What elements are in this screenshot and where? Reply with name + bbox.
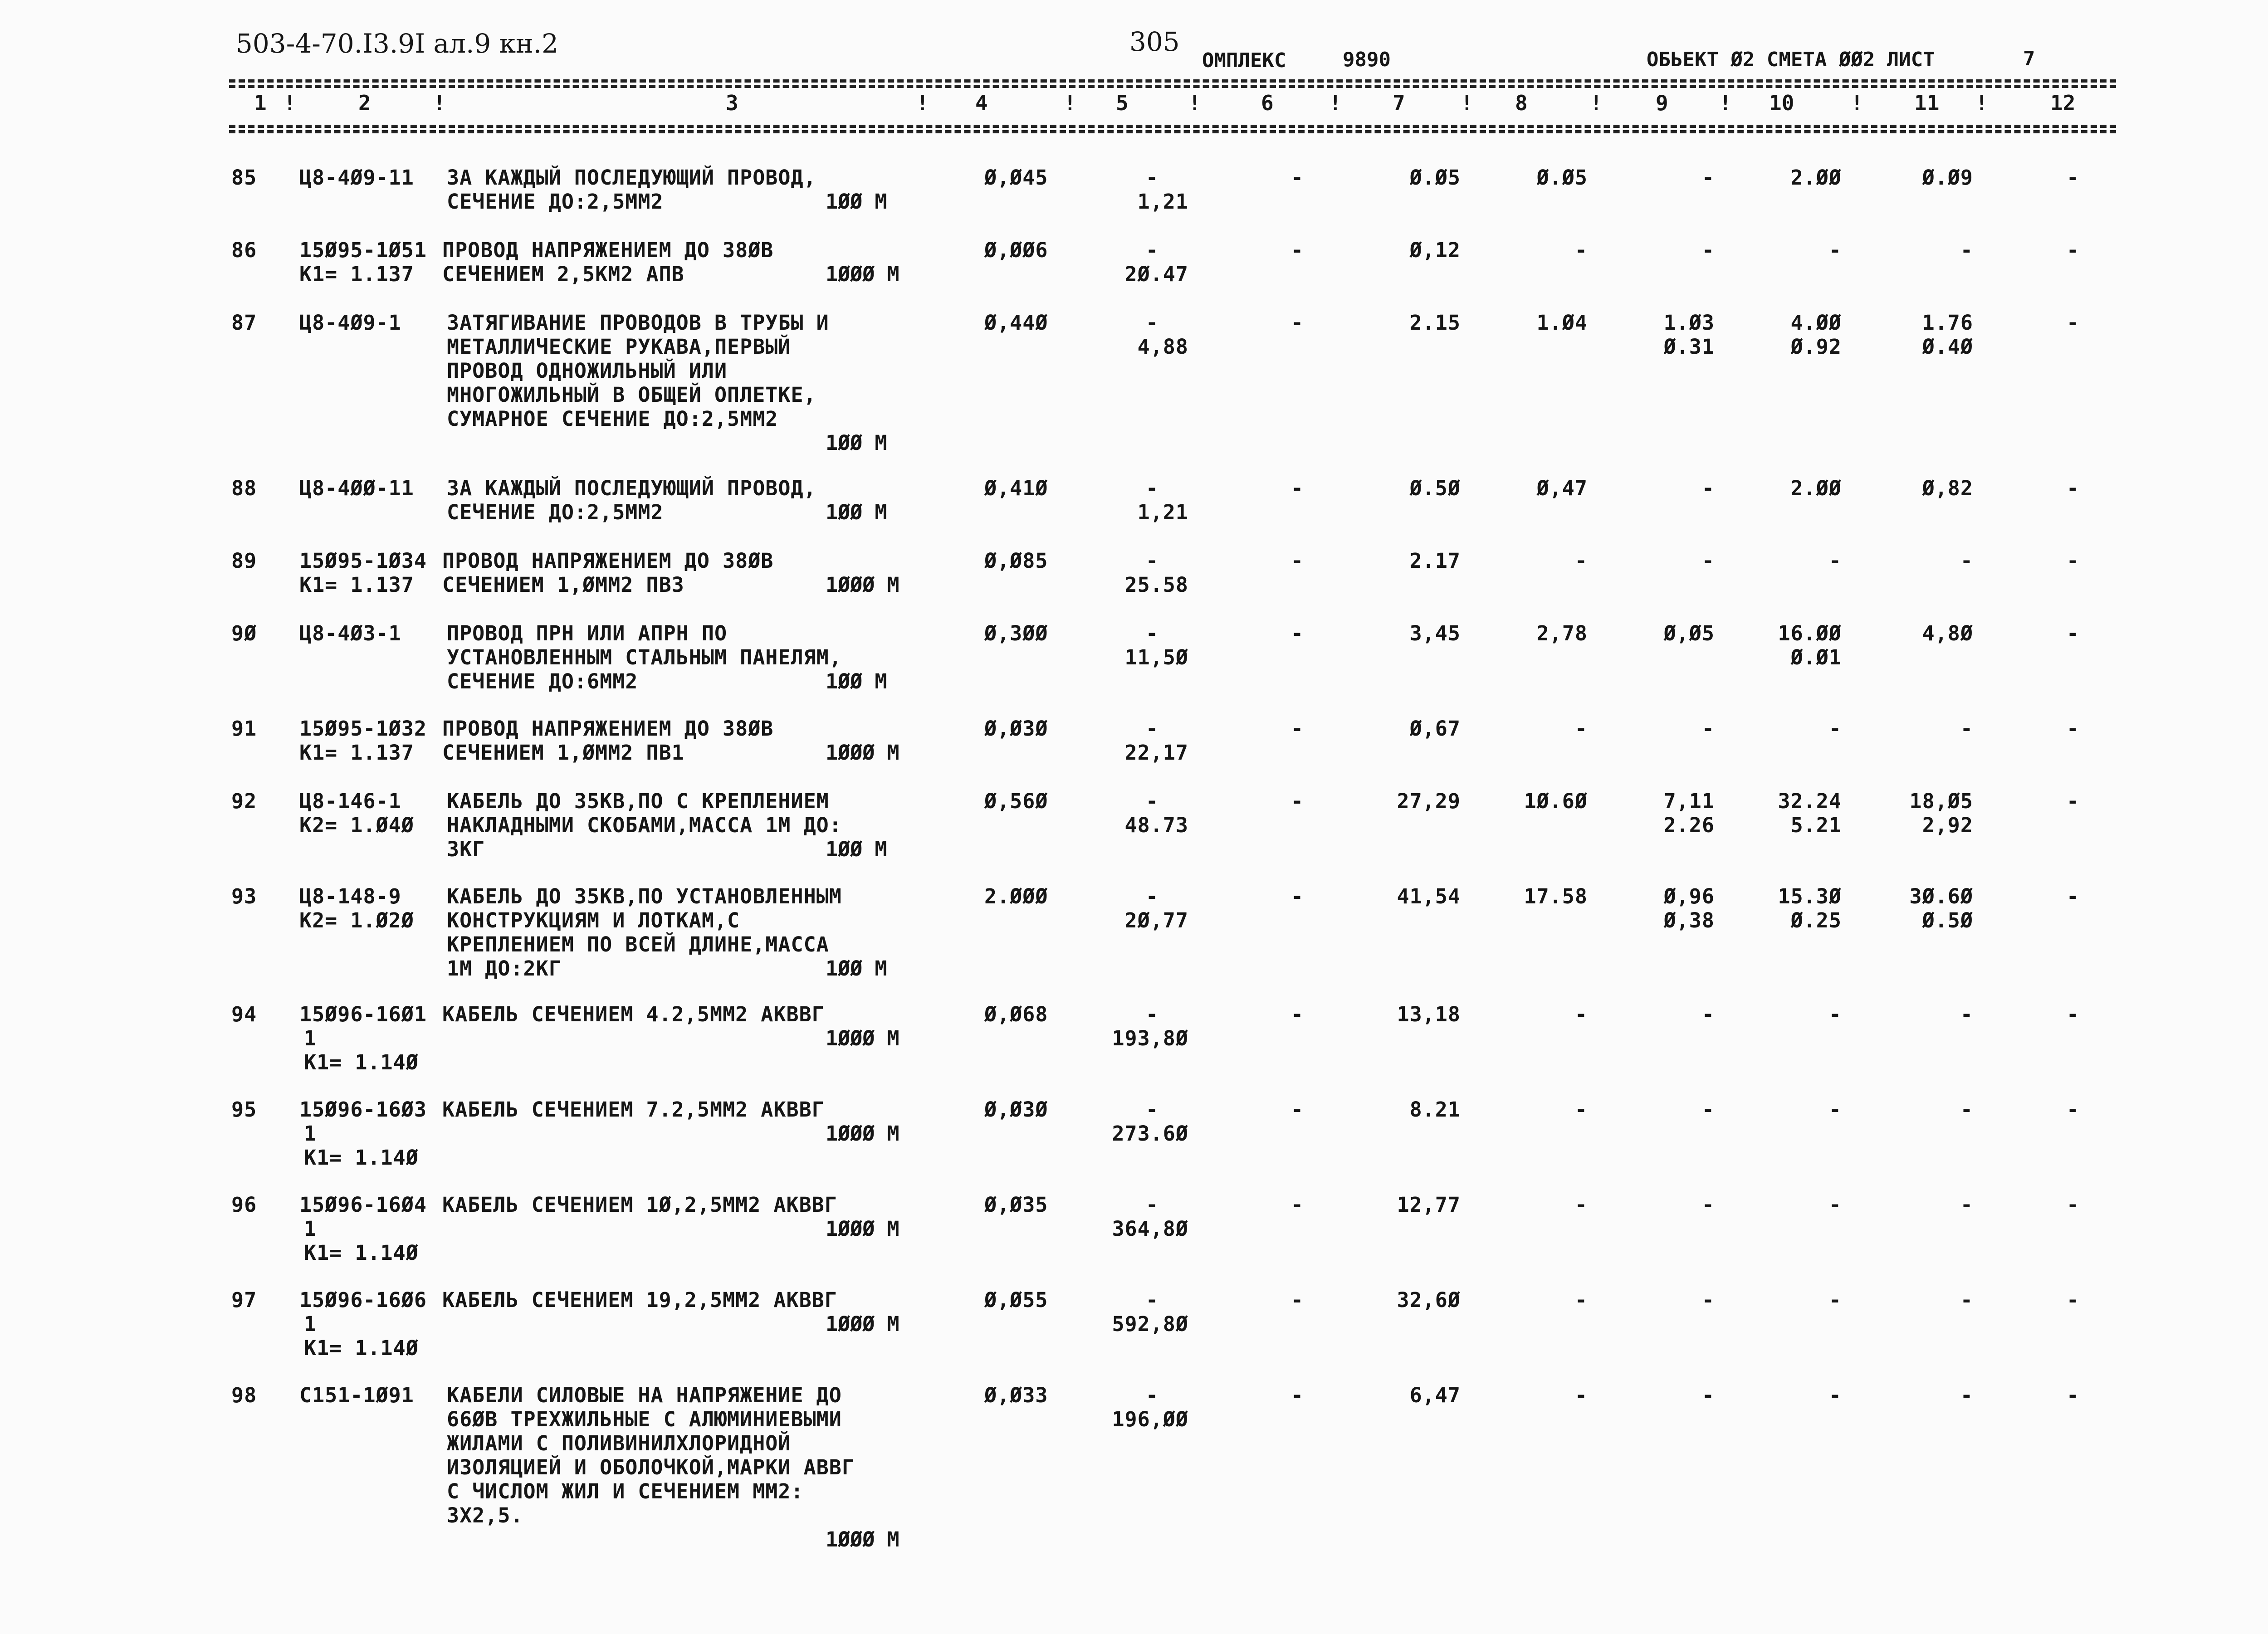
- col9-value: -: [1701, 549, 1715, 573]
- description-line: МНОГОЖИЛЬНЫЙ В ОБЩЕЙ ОПЛЕТКЕ,: [447, 383, 816, 407]
- coefficient-index: 1: [304, 1217, 317, 1241]
- col11-value: -: [1960, 1383, 1973, 1407]
- unit-price: 25.58: [1124, 573, 1188, 597]
- unit-of-measure: 1ØØ М: [826, 956, 887, 980]
- col8-value: -: [1574, 549, 1588, 573]
- col7-value: 2.15: [1409, 311, 1461, 335]
- coefficient: К1= 1.137: [299, 262, 414, 286]
- col7-value: 2.17: [1409, 549, 1461, 573]
- col7-value: 3,45: [1409, 621, 1461, 645]
- col10-value: -: [1828, 1288, 1842, 1312]
- price-code: 15Ø95-1Ø51: [299, 238, 427, 262]
- column-number: 11: [1914, 91, 1940, 115]
- sheet-number: 7: [2023, 47, 2035, 70]
- coefficient: К1= 1.14Ø: [304, 1050, 419, 1074]
- col6-value: -: [1290, 1002, 1304, 1026]
- column-number: 9: [1656, 91, 1668, 115]
- price-code: С151-1Ø91: [299, 1383, 414, 1407]
- header-rule-top: [229, 79, 2116, 83]
- col11-value: -: [1960, 717, 1973, 741]
- coefficient: К1= 1.137: [299, 573, 414, 597]
- column-divider: !: [1851, 91, 1863, 115]
- description-line: ЖИЛАМИ С ПОЛИВИНИЛХЛОРИДНОЙ: [447, 1431, 791, 1455]
- column-divider: !: [1329, 91, 1342, 115]
- col10-value: -: [1828, 238, 1842, 262]
- description-line: СЕЧЕНИЕМ 1,ØММ2 ПВЗ: [442, 573, 684, 597]
- row-number: 9Ø: [231, 621, 257, 645]
- col12-value: -: [2066, 238, 2080, 262]
- column-divider: !: [1975, 91, 1988, 115]
- col7-value: 13,18: [1397, 1002, 1461, 1026]
- col12-value: -: [2066, 621, 2080, 645]
- quantity: Ø,Ø35: [984, 1193, 1048, 1217]
- description-line: ИЗОЛЯЦИЕЙ И ОБОЛОЧКОЙ,МАРКИ АВВГ: [447, 1455, 855, 1479]
- column-number: 2: [358, 91, 371, 115]
- col11-value: 4,8Ø: [1922, 621, 1973, 645]
- description-line: СЕЧЕНИЕ ДО:6ММ2: [447, 669, 638, 693]
- col12-value: -: [2066, 1097, 2080, 1122]
- col8-value: 17.58: [1524, 884, 1588, 908]
- price-code: Ц8-146-1: [299, 789, 401, 813]
- col10-value: 32.24: [1778, 789, 1842, 813]
- coefficient: К1= 1.137: [299, 741, 414, 765]
- col11-value: -: [1960, 1193, 1973, 1217]
- col10-value: -: [1828, 717, 1842, 741]
- unit-price: 193,8Ø: [1112, 1026, 1188, 1050]
- column-divider: !: [433, 91, 446, 115]
- coefficient: К2= 1.Ø2Ø: [299, 908, 414, 932]
- description-line: КАБЕЛЬ СЕЧЕНИЕМ 1Ø,2,5ММ2 АКВВГ: [442, 1193, 837, 1217]
- quantity: Ø,Ø45: [984, 166, 1048, 190]
- unit-price: 592,8Ø: [1112, 1312, 1188, 1336]
- col11-value: -: [1960, 1002, 1973, 1026]
- row-number: 88: [231, 476, 257, 500]
- col6-value: -: [1290, 549, 1304, 573]
- unit-of-measure: 1ØØØ М: [826, 1527, 899, 1551]
- col6-value: -: [1290, 1383, 1304, 1407]
- quantity: Ø,41Ø: [984, 476, 1048, 500]
- description-line: ЗА КАЖДЫЙ ПОСЛЕДУЮЩИЙ ПРОВОД,: [447, 476, 816, 500]
- price-code: Ц8-4Ø3-1: [299, 621, 401, 645]
- price-code: 15Ø96-16Ø4: [299, 1193, 427, 1217]
- col5-mark: -: [1145, 1383, 1159, 1407]
- col9-value: -: [1701, 1097, 1715, 1122]
- col5-mark: -: [1145, 621, 1159, 645]
- col8-value: Ø,47: [1536, 476, 1588, 500]
- col11-value: 3Ø.6Ø: [1909, 884, 1973, 908]
- unit-of-measure: 1ØØ М: [826, 500, 887, 524]
- quantity: Ø,44Ø: [984, 311, 1048, 335]
- col6-value: -: [1290, 1097, 1304, 1122]
- col9-value: -: [1701, 1002, 1715, 1026]
- col5-mark: -: [1145, 549, 1159, 573]
- col9-value: Ø,38: [1663, 908, 1715, 932]
- row-number: 91: [231, 717, 257, 741]
- description-line: 66ØВ ТРЕХЖИЛЬНЫЕ С АЛЮМИНИЕВЫМИ: [447, 1407, 842, 1431]
- col10-value: 2.ØØ: [1790, 166, 1842, 190]
- column-number: 5: [1116, 91, 1129, 115]
- unit-of-measure: 1ØØ М: [826, 837, 887, 861]
- col5-mark: -: [1145, 789, 1159, 813]
- description-line: КАБЕЛЬ СЕЧЕНИЕМ 4.2,5ММ2 АКВВГ: [442, 1002, 825, 1026]
- coefficient-index: 1: [304, 1026, 317, 1050]
- col10-value: -: [1828, 1383, 1842, 1407]
- column-number: 8: [1515, 91, 1528, 115]
- column-number: 3: [726, 91, 738, 115]
- description-line: КОНСТРУКЦИЯМ И ЛОТКАМ,С: [447, 908, 740, 932]
- col8-value: -: [1574, 1383, 1588, 1407]
- col11-value: 1.76: [1922, 311, 1973, 335]
- col5-mark: -: [1145, 884, 1159, 908]
- column-divider: !: [916, 91, 929, 115]
- col12-value: -: [2066, 311, 2080, 335]
- document-code: 503-4-70.I3.9I ал.9 кн.2: [236, 28, 558, 59]
- quantity: 2.ØØØ: [984, 884, 1048, 908]
- column-divider: !: [1719, 91, 1732, 115]
- complex-label: ОМПЛЕКС: [1202, 49, 1286, 72]
- column-number: 4: [975, 91, 988, 115]
- description-line: КАБЕЛЬ ДО 35КВ,ПО УСТАНОВЛЕННЫМ: [447, 884, 842, 908]
- price-code: 15Ø96-16Ø6: [299, 1288, 427, 1312]
- col12-value: -: [2066, 549, 2080, 573]
- unit-of-measure: 1ØØØ М: [826, 1026, 899, 1050]
- row-number: 86: [231, 238, 257, 262]
- col10-value: 4.ØØ: [1790, 311, 1842, 335]
- col6-value: -: [1290, 311, 1304, 335]
- description-line: 3Х2,5.: [447, 1503, 523, 1527]
- col5-mark: -: [1145, 166, 1159, 190]
- price-code: Ц8-4ØØ-11: [299, 476, 414, 500]
- description-line: ПРОВОД ПРН ИЛИ АПРН ПО: [447, 621, 728, 645]
- coefficient-index: 1: [304, 1122, 317, 1146]
- unit-price: 11,5Ø: [1124, 645, 1188, 669]
- column-divider: !: [1064, 91, 1076, 115]
- column-divider: !: [1188, 91, 1201, 115]
- column-number: 10: [1769, 91, 1794, 115]
- col10-value: 5.21: [1790, 813, 1842, 837]
- description-line: ЗА КАЖДЫЙ ПОСЛЕДУЮЩИЙ ПРОВОД,: [447, 166, 816, 190]
- col8-value: Ø.Ø5: [1536, 166, 1588, 190]
- unit-price: 364,8Ø: [1112, 1217, 1188, 1241]
- unit-of-measure: 1ØØ М: [826, 431, 887, 455]
- col8-value: -: [1574, 717, 1588, 741]
- quantity: Ø,Ø3Ø: [984, 717, 1048, 741]
- row-number: 98: [231, 1383, 257, 1407]
- col5-mark: -: [1145, 1193, 1159, 1217]
- col12-value: -: [2066, 1383, 2080, 1407]
- col5-mark: -: [1145, 1097, 1159, 1122]
- col11-value: -: [1960, 549, 1973, 573]
- col7-value: Ø,12: [1409, 238, 1461, 262]
- description-line: КАБЕЛИ СИЛОВЫЕ НА НАПРЯЖЕНИЕ ДО: [447, 1383, 842, 1407]
- col6-value: -: [1290, 1288, 1304, 1312]
- col7-value: Ø.Ø5: [1409, 166, 1461, 190]
- unit-price: 273.6Ø: [1112, 1122, 1188, 1146]
- description-line: СУМАРНОЕ СЕЧЕНИЕ ДО:2,5ММ2: [447, 407, 778, 431]
- description-line: НАКЛАДНЫМИ СКОБАМИ,МАССА 1М ДО:: [447, 813, 842, 837]
- description-line: СЕЧЕНИЕ ДО:2,5ММ2: [447, 190, 664, 214]
- unit-price: 1,21: [1137, 190, 1188, 214]
- col9-value: -: [1701, 166, 1715, 190]
- description-line: СЕЧЕНИЕМ 2,5КМ2 АПВ: [442, 262, 684, 286]
- quantity: Ø,Ø33: [984, 1383, 1048, 1407]
- col5-mark: -: [1145, 311, 1159, 335]
- quantity: Ø,56Ø: [984, 789, 1048, 813]
- price-code: 15Ø95-1Ø34: [299, 549, 427, 573]
- col7-value: 41,54: [1397, 884, 1461, 908]
- col8-value: -: [1574, 1193, 1588, 1217]
- col10-value: 2.ØØ: [1790, 476, 1842, 500]
- row-number: 93: [231, 884, 257, 908]
- col7-value: Ø,67: [1409, 717, 1461, 741]
- row-number: 87: [231, 311, 257, 335]
- column-number: 12: [2050, 91, 2076, 115]
- col9-value: Ø.31: [1663, 335, 1715, 359]
- col10-value: 16.ØØ: [1778, 621, 1842, 645]
- description-line: ПРОВОД НАПРЯЖЕНИЕМ ДО 38ØВ: [442, 549, 774, 573]
- col8-value: 1.Ø4: [1536, 311, 1588, 335]
- col10-value: Ø.25: [1790, 908, 1842, 932]
- description-line: КАБЕЛЬ СЕЧЕНИЕМ 7.2,5ММ2 АКВВГ: [442, 1097, 825, 1122]
- col10-value: -: [1828, 1193, 1842, 1217]
- unit-price: 48.73: [1124, 813, 1188, 837]
- col10-value: 15.3Ø: [1778, 884, 1842, 908]
- unit-price: 1,21: [1137, 500, 1188, 524]
- col7-value: 8.21: [1409, 1097, 1461, 1122]
- column-divider: !: [1590, 91, 1603, 115]
- quantity: Ø,Ø3Ø: [984, 1097, 1048, 1122]
- quantity: Ø,ØØ6: [984, 238, 1048, 262]
- unit-of-measure: 1ØØØ М: [826, 262, 899, 286]
- col11-value: -: [1960, 1288, 1973, 1312]
- col11-value: 2,92: [1922, 813, 1973, 837]
- description-line: СЕЧЕНИЕМ 1,ØММ2 ПВ1: [442, 741, 684, 765]
- col11-value: Ø,82: [1922, 476, 1973, 500]
- page-number: 305: [1129, 26, 1180, 57]
- description-line: СЕЧЕНИЕ ДО:2,5ММ2: [447, 500, 664, 524]
- object-sheet-label: ОБЬЕКТ Ø2 СМЕТА ØØ2 ЛИСТ: [1647, 48, 1935, 71]
- col6-value: -: [1290, 1193, 1304, 1217]
- row-number: 89: [231, 549, 257, 573]
- col5-mark: -: [1145, 238, 1159, 262]
- unit-price: 2Ø.47: [1124, 262, 1188, 286]
- quantity: Ø,Ø68: [984, 1002, 1048, 1026]
- col9-value: Ø,Ø5: [1663, 621, 1715, 645]
- price-code: 15Ø96-16Ø1: [299, 1002, 427, 1026]
- col11-value: -: [1960, 238, 1973, 262]
- col8-value: 1Ø.6Ø: [1524, 789, 1588, 813]
- price-code: Ц8-148-9: [299, 884, 401, 908]
- col9-value: -: [1701, 476, 1715, 500]
- col5-mark: -: [1145, 476, 1159, 500]
- col6-value: -: [1290, 621, 1304, 645]
- col11-value: Ø.4Ø: [1922, 335, 1973, 359]
- row-number: 97: [231, 1288, 257, 1312]
- unit-of-measure: 1ØØ М: [826, 669, 887, 693]
- description-line: ЗАТЯГИВАНИЕ ПРОВОДОВ В ТРУБЫ И: [447, 311, 829, 335]
- unit-of-measure: 1ØØ М: [826, 190, 887, 214]
- description-line: С ЧИСЛОМ ЖИЛ И СЕЧЕНИЕМ ММ2:: [447, 1479, 804, 1503]
- col6-value: -: [1290, 789, 1304, 813]
- complex-number: 9890: [1343, 48, 1391, 71]
- coefficient-index: 1: [304, 1312, 317, 1336]
- col7-value: 6,47: [1409, 1383, 1461, 1407]
- unit-of-measure: 1ØØØ М: [826, 1312, 899, 1336]
- col9-value: -: [1701, 1383, 1715, 1407]
- col9-value: -: [1701, 1288, 1715, 1312]
- col12-value: -: [2066, 476, 2080, 500]
- price-code: 15Ø96-16Ø3: [299, 1097, 427, 1122]
- unit-price: 4,88: [1137, 335, 1188, 359]
- row-number: 95: [231, 1097, 257, 1122]
- col6-value: -: [1290, 717, 1304, 741]
- col11-value: 18,Ø5: [1909, 789, 1973, 813]
- coefficient: К2= 1.Ø4Ø: [299, 813, 414, 837]
- description-line: 1М ДО:2КГ: [447, 956, 562, 980]
- col10-value: Ø.92: [1790, 335, 1842, 359]
- description-line: ПРОВОД НАПРЯЖЕНИЕМ ДО 38ØВ: [442, 717, 774, 741]
- price-code: 15Ø95-1Ø32: [299, 717, 427, 741]
- price-code: Ц8-4Ø9-1: [299, 311, 401, 335]
- description-line: КАБЕЛЬ ДО 35КВ,ПО С КРЕПЛЕНИЕМ: [447, 789, 829, 813]
- row-number: 96: [231, 1193, 257, 1217]
- coefficient: К1= 1.14Ø: [304, 1336, 419, 1360]
- header-rule-bottom: [229, 125, 2116, 128]
- col10-value: -: [1828, 549, 1842, 573]
- description-line: КРЕПЛЕНИЕМ ПО ВСЕЙ ДЛИНЕ,МАССА: [447, 932, 829, 956]
- col7-value: 27,29: [1397, 789, 1461, 813]
- column-number: 6: [1261, 91, 1274, 115]
- col6-value: -: [1290, 476, 1304, 500]
- col6-value: -: [1290, 884, 1304, 908]
- col10-value: -: [1828, 1097, 1842, 1122]
- unit-of-measure: 1ØØØ М: [826, 1122, 899, 1146]
- col11-value: Ø.Ø9: [1922, 166, 1973, 190]
- col12-value: -: [2066, 166, 2080, 190]
- col11-value: -: [1960, 1097, 1973, 1122]
- coefficient: К1= 1.14Ø: [304, 1146, 419, 1170]
- col12-value: -: [2066, 884, 2080, 908]
- col8-value: -: [1574, 1097, 1588, 1122]
- col5-mark: -: [1145, 1288, 1159, 1312]
- col8-value: -: [1574, 238, 1588, 262]
- column-divider: !: [284, 91, 296, 115]
- row-number: 85: [231, 166, 257, 190]
- unit-price: 2Ø,77: [1124, 908, 1188, 932]
- header-rule-top-2: [229, 85, 2116, 88]
- col9-value: 2.26: [1663, 813, 1715, 837]
- col9-value: 1.Ø3: [1663, 311, 1715, 335]
- unit-of-measure: 1ØØØ М: [826, 573, 899, 597]
- row-number: 94: [231, 1002, 257, 1026]
- col9-value: -: [1701, 717, 1715, 741]
- col12-value: -: [2066, 1288, 2080, 1312]
- col9-value: Ø,96: [1663, 884, 1715, 908]
- quantity: Ø,Ø55: [984, 1288, 1048, 1312]
- col6-value: -: [1290, 166, 1304, 190]
- col6-value: -: [1290, 238, 1304, 262]
- col12-value: -: [2066, 1193, 2080, 1217]
- description-line: 3КГ: [447, 837, 485, 861]
- description-line: КАБЕЛЬ СЕЧЕНИЕМ 19,2,5ММ2 АКВВГ: [442, 1288, 837, 1312]
- column-number: 7: [1393, 91, 1405, 115]
- header-rule-bottom-2: [229, 130, 2116, 133]
- description-line: ПРОВОД ОДНОЖИЛЬНЫЙ ИЛИ: [447, 359, 728, 383]
- col7-value: 32,6Ø: [1397, 1288, 1461, 1312]
- col8-value: -: [1574, 1002, 1588, 1026]
- col12-value: -: [2066, 1002, 2080, 1026]
- description-line: МЕТАЛЛИЧЕСКИЕ РУКАВА,ПЕРВЫЙ: [447, 335, 791, 359]
- quantity: Ø,Ø85: [984, 549, 1048, 573]
- description-line: УСТАНОВЛЕННЫМ СТАЛЬНЫМ ПАНЕЛЯМ,: [447, 645, 842, 669]
- col9-value: 7,11: [1663, 789, 1715, 813]
- col12-value: -: [2066, 717, 2080, 741]
- col10-value: Ø.Ø1: [1790, 645, 1842, 669]
- col7-value: Ø.5Ø: [1409, 476, 1461, 500]
- price-code: Ц8-4Ø9-11: [299, 166, 414, 190]
- col7-value: 12,77: [1397, 1193, 1461, 1217]
- col5-mark: -: [1145, 1002, 1159, 1026]
- unit-of-measure: 1ØØØ М: [826, 741, 899, 765]
- row-number: 92: [231, 789, 257, 813]
- col9-value: -: [1701, 238, 1715, 262]
- coefficient: К1= 1.14Ø: [304, 1241, 419, 1265]
- col5-mark: -: [1145, 717, 1159, 741]
- col8-value: -: [1574, 1288, 1588, 1312]
- unit-price: 22,17: [1124, 741, 1188, 765]
- column-divider: !: [1461, 91, 1473, 115]
- col8-value: 2,78: [1536, 621, 1588, 645]
- quantity: Ø,3ØØ: [984, 621, 1048, 645]
- col12-value: -: [2066, 789, 2080, 813]
- col10-value: -: [1828, 1002, 1842, 1026]
- col9-value: -: [1701, 1193, 1715, 1217]
- column-number: 1: [254, 91, 267, 115]
- col11-value: Ø.5Ø: [1922, 908, 1973, 932]
- description-line: ПРОВОД НАПРЯЖЕНИЕМ ДО 38ØВ: [442, 238, 774, 262]
- unit-of-measure: 1ØØØ М: [826, 1217, 899, 1241]
- unit-price: 196,ØØ: [1112, 1407, 1188, 1431]
